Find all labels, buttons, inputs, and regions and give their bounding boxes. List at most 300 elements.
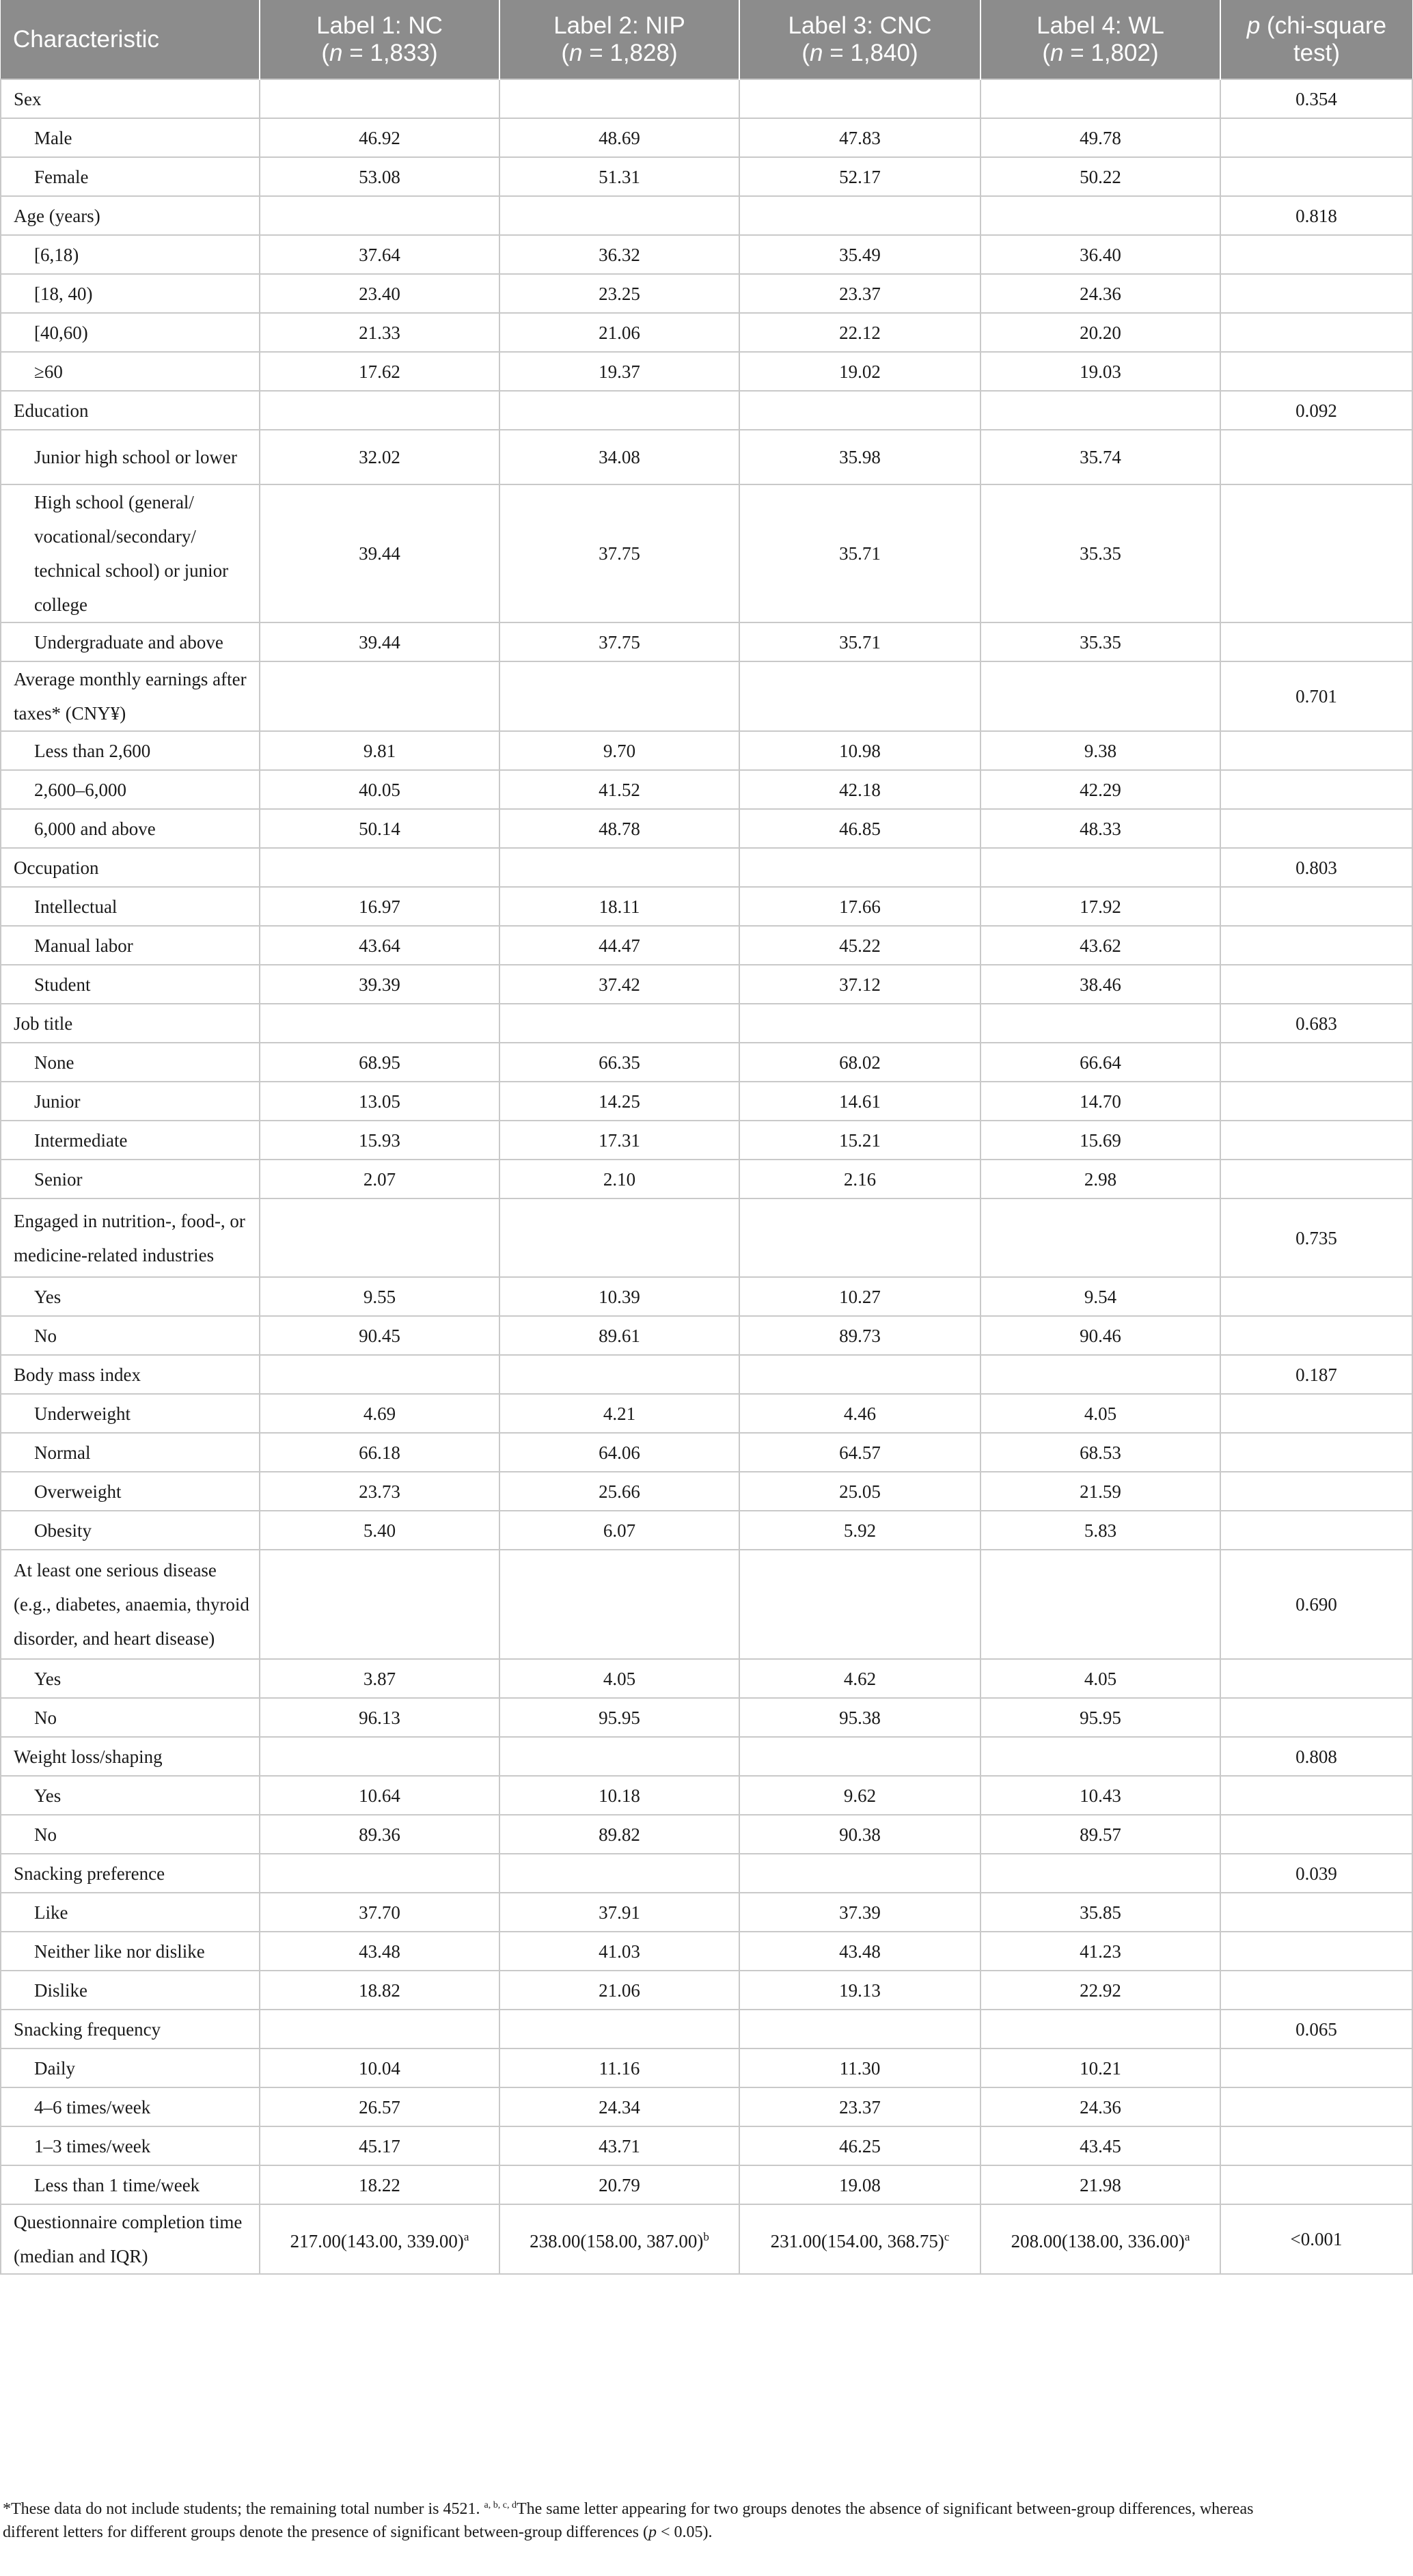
p-value-cell [1220, 2165, 1412, 2204]
value-cell-group-1 [260, 1121, 499, 1160]
row-label: No [1, 1316, 260, 1355]
cell-value: 18.22 [359, 2174, 400, 2195]
value-cell-group-2 [499, 2087, 739, 2126]
value-cell-group-1 [260, 79, 499, 118]
value-cell-group-4 [980, 848, 1220, 887]
value-cell-group-2 [499, 118, 739, 157]
cell-value: 45.22 [839, 935, 881, 956]
value-cell-group-2 [499, 2165, 739, 2204]
cell-value: 40.05 [359, 779, 400, 800]
cell-value: 43.48 [839, 1941, 881, 1962]
cell-value: 42.29 [1080, 779, 1121, 800]
value-cell-group-1 [260, 1932, 499, 1971]
p-value-cell [1220, 1316, 1412, 1355]
value-cell-group-3 [739, 731, 980, 770]
cell-value: 48.33 [1080, 818, 1121, 839]
value-cell-group-4 [980, 1893, 1220, 1932]
value-cell-group-2 [499, 1004, 739, 1043]
p-value-cell [1220, 1893, 1412, 1932]
cell-value: 10.43 [1080, 1785, 1121, 1806]
value-cell-group-3 [739, 926, 980, 965]
category-label: Snacking preference [1, 1854, 260, 1893]
cell-value: 34.08 [599, 447, 640, 467]
cell-value: 43.48 [359, 1941, 400, 1962]
p-value-cell [1220, 1932, 1412, 1971]
row-label: Junior high school or lower [1, 430, 260, 484]
cell-value: 23.40 [359, 283, 400, 304]
category-row [1, 2010, 1412, 2049]
cell-value: 2.98 [1084, 1168, 1117, 1190]
value-cell-group-4 [980, 2010, 1220, 2049]
row-label: Yes [1, 1277, 260, 1316]
header-group-2-label: Label 2: NIP [553, 12, 685, 39]
cell-value: 10.27 [839, 1286, 881, 1307]
cell-value: 35.98 [839, 447, 881, 467]
cell-value: 89.57 [1080, 1824, 1121, 1845]
cell-value: 26.57 [359, 2096, 400, 2118]
p-value-cell [1220, 352, 1412, 391]
cell-value: 37.91 [599, 1902, 640, 1923]
value-cell-group-2 [499, 157, 739, 196]
p-value-cell: <0.001 [1220, 2204, 1412, 2274]
cell-value: 17.92 [1080, 896, 1121, 917]
table-row [1, 313, 1412, 352]
cell-value: 46.25 [839, 2135, 881, 2156]
cell-value: 10.18 [599, 1785, 640, 1806]
cell-value: 11.16 [599, 2057, 640, 2079]
value-cell-group-3 [739, 1550, 980, 1659]
row-label: 6,000 and above [1, 809, 260, 848]
table-row [1, 118, 1412, 157]
value-cell-group-2 [499, 1776, 739, 1815]
cell-value: 14.61 [839, 1091, 881, 1112]
row-label: Manual labor [1, 926, 260, 965]
value-cell-group-3 [739, 1277, 980, 1316]
header-group-4-n: (n = 1,802) [1042, 39, 1159, 66]
header-group-4 [980, 0, 1220, 79]
value-cell-group-3 [739, 848, 980, 887]
cell-value: 6.07 [603, 1520, 636, 1541]
table-row [1, 1815, 1412, 1854]
value-cell-group-4 [980, 770, 1220, 809]
p-value-cell [1220, 484, 1412, 622]
value-cell-group-4 [980, 965, 1220, 1004]
cell-value: 68.02 [839, 1052, 881, 1073]
cell-value: 4.69 [363, 1403, 396, 1424]
value-cell-group-4 [980, 1776, 1220, 1815]
value-cell-group-2 [499, 430, 739, 484]
p-value-cell [1220, 2126, 1412, 2165]
cell-value: 21.59 [1080, 1481, 1121, 1502]
value-cell-group-3 [739, 79, 980, 118]
value-cell-group-1 [260, 1433, 499, 1472]
value-cell-group-4 [980, 1160, 1220, 1198]
value-cell-group-3 [739, 2204, 980, 2274]
value-cell-group-1 [260, 926, 499, 965]
value-cell-group-1 [260, 118, 499, 157]
cell-value: 37.75 [599, 543, 640, 564]
cell-value: 24.34 [599, 2096, 640, 2118]
value-cell-group-3 [739, 1472, 980, 1511]
cell-value: 52.17 [839, 166, 881, 187]
row-label: 1–3 times/week [1, 2126, 260, 2165]
cell-value: 50.14 [359, 818, 400, 839]
cell-value: 89.73 [839, 1325, 881, 1346]
cell-value: 15.21 [839, 1129, 881, 1151]
row-label: High school (general/ vocational/secondary/ technical school) or junior college [1, 484, 260, 622]
p-value-cell [1220, 1659, 1412, 1698]
row-label: No [1, 1815, 260, 1854]
category-label: Body mass index [1, 1355, 260, 1394]
value-cell-group-1 [260, 622, 499, 661]
cell-value: 15.93 [359, 1129, 400, 1151]
p-value-cell [1220, 313, 1412, 352]
p-value-cell [1220, 430, 1412, 484]
value-cell-group-4 [980, 1277, 1220, 1316]
value-cell-group-3 [739, 2049, 980, 2087]
value-cell-group-4 [980, 118, 1220, 157]
p-value-cell: 0.092 [1220, 391, 1412, 430]
cell-value: 23.37 [839, 2096, 881, 2118]
p-value-cell [1220, 965, 1412, 1004]
cell-value: 50.22 [1080, 166, 1121, 187]
row-label: Normal [1, 1433, 260, 1472]
value-cell-group-1 [260, 2204, 499, 2274]
value-cell-group-1 [260, 430, 499, 484]
table-row [1, 809, 1412, 848]
value-cell-group-4 [980, 157, 1220, 196]
cell-value: 19.13 [839, 1979, 881, 2001]
p-value-cell [1220, 1433, 1412, 1472]
table-row [1, 1160, 1412, 1198]
category-label: Sex [1, 79, 260, 118]
cell-value: 43.71 [599, 2135, 640, 2156]
table-row [1, 1776, 1412, 1815]
value-cell-group-4 [980, 1433, 1220, 1472]
table-row [1, 887, 1412, 926]
value-cell-group-2 [499, 1698, 739, 1737]
cell-value: 45.17 [359, 2135, 400, 2156]
footnote-letters: a, b, c, d [484, 2500, 517, 2510]
header-group-3 [739, 0, 980, 79]
row-label: Intellectual [1, 887, 260, 926]
value-cell-group-1 [260, 1698, 499, 1737]
table-row [1, 1511, 1412, 1550]
row-label: [6,18) [1, 235, 260, 274]
cell-value: 66.35 [599, 1052, 640, 1073]
category-label: At least one serious disease (e.g., diabetes, anaemia, thyroid disorder, and heart disease) [1, 1550, 260, 1659]
cell-value: 36.32 [599, 244, 640, 265]
p-value-cell [1220, 1815, 1412, 1854]
p-value-cell [1220, 274, 1412, 313]
cell-value: 43.62 [1080, 935, 1121, 956]
value-cell-group-4 [980, 1659, 1220, 1698]
cell-value: 39.44 [359, 631, 400, 653]
cell-value: 19.02 [839, 361, 881, 382]
category-row [1, 79, 1412, 118]
cell-value: 17.66 [839, 896, 881, 917]
value-cell-group-4 [980, 1355, 1220, 1394]
value-cell-group-2 [499, 1659, 739, 1698]
cell-value: 9.54 [1084, 1286, 1117, 1307]
cell-value: 89.36 [359, 1824, 400, 1845]
p-value-cell: 0.808 [1220, 1737, 1412, 1776]
table-row [1, 2049, 1412, 2087]
value-cell-group-3 [739, 661, 980, 731]
value-cell-group-3 [739, 1854, 980, 1893]
cell-value: 2.10 [603, 1168, 636, 1190]
row-label: Intermediate [1, 1121, 260, 1160]
cell-value: 25.05 [839, 1481, 881, 1502]
cell-value: 42.18 [839, 779, 881, 800]
value-cell-group-1 [260, 661, 499, 731]
row-label: Undergraduate and above [1, 622, 260, 661]
cell-value: 89.82 [599, 1824, 640, 1845]
cell-value: 68.95 [359, 1052, 400, 1073]
value-cell-group-3 [739, 1160, 980, 1198]
cell-value: 89.61 [599, 1325, 640, 1346]
value-cell-group-3 [739, 1815, 980, 1854]
cell-value: 17.31 [599, 1129, 640, 1151]
row-label: 4–6 times/week [1, 2087, 260, 2126]
value-cell-group-4 [980, 1815, 1220, 1854]
cell-value: 21.98 [1080, 2174, 1121, 2195]
table-row [1, 1893, 1412, 1932]
cell-value: 238.00(158.00, 387.00) [530, 2231, 704, 2251]
value-cell-group-3 [739, 1082, 980, 1121]
value-cell-group-3 [739, 484, 980, 622]
value-cell-group-1 [260, 770, 499, 809]
p-value-cell [1220, 1776, 1412, 1815]
category-label: Questionnaire completion time (median and IQR) [1, 2204, 260, 2274]
table-row [1, 926, 1412, 965]
value-cell-group-2 [499, 926, 739, 965]
cell-value: 4.05 [603, 1668, 636, 1689]
value-cell-group-3 [739, 770, 980, 809]
cell-value: 96.13 [359, 1707, 400, 1728]
value-cell-group-2 [499, 1043, 739, 1082]
value-cell-group-3 [739, 1355, 980, 1394]
table-footnotes [0, 2494, 1410, 2544]
value-cell-group-2 [499, 79, 739, 118]
p-value-cell: 0.354 [1220, 79, 1412, 118]
value-cell-group-2 [499, 1472, 739, 1511]
cell-value: 25.66 [599, 1481, 640, 1502]
value-cell-group-4 [980, 1472, 1220, 1511]
value-cell-group-3 [739, 1043, 980, 1082]
category-label: Job title [1, 1004, 260, 1043]
value-cell-group-1 [260, 887, 499, 926]
row-label: No [1, 1698, 260, 1737]
cell-value: 4.21 [603, 1403, 636, 1424]
value-cell-group-4 [980, 196, 1220, 235]
value-cell-group-1 [260, 2126, 499, 2165]
cell-value: 37.39 [839, 1902, 881, 1923]
footnote-line-1 [3, 2494, 1410, 2521]
value-cell-group-2 [499, 809, 739, 848]
cell-value: 35.35 [1080, 543, 1121, 564]
value-cell-group-2 [499, 887, 739, 926]
cell-value: 38.46 [1080, 974, 1121, 995]
p-value-cell [1220, 926, 1412, 965]
category-row [1, 661, 1412, 731]
cell-value: 217.00(143.00, 339.00) [290, 2231, 464, 2251]
cell-value: 9.55 [363, 1286, 396, 1307]
row-label: [40,60) [1, 313, 260, 352]
value-cell-group-4 [980, 1082, 1220, 1121]
cell-value: 2.16 [843, 1168, 877, 1190]
footnote-p: p [648, 2523, 657, 2541]
value-cell-group-2 [499, 1971, 739, 2010]
cell-value: 90.38 [839, 1824, 881, 1845]
category-label: Snacking frequency [1, 2010, 260, 2049]
table-row [1, 1277, 1412, 1316]
cell-value: 66.64 [1080, 1052, 1121, 1073]
cell-value: 24.36 [1080, 283, 1121, 304]
category-label: Engaged in nutrition-, food-, or medicine-related industries [1, 1198, 260, 1277]
cell-value: 64.57 [839, 1442, 881, 1463]
header-group-3-n: (n = 1,840) [801, 39, 918, 66]
value-cell-group-4 [980, 809, 1220, 848]
value-cell-group-2 [499, 622, 739, 661]
cell-value: 2.07 [363, 1168, 396, 1190]
cell-value: 35.71 [839, 543, 881, 564]
cell-value: 43.64 [359, 935, 400, 956]
table-row [1, 1082, 1412, 1121]
cell-value: 66.18 [359, 1442, 400, 1463]
category-row [1, 1550, 1412, 1659]
row-label: Less than 2,600 [1, 731, 260, 770]
row-label: Student [1, 965, 260, 1004]
value-cell-group-2 [499, 2010, 739, 2049]
value-cell-group-3 [739, 196, 980, 235]
p-value-cell [1220, 1082, 1412, 1121]
value-cell-group-4 [980, 1737, 1220, 1776]
table-row [1, 1472, 1412, 1511]
value-cell-group-1 [260, 274, 499, 313]
value-cell-group-4 [980, 2049, 1220, 2087]
value-cell-group-2 [499, 1815, 739, 1854]
value-cell-group-3 [739, 1004, 980, 1043]
cell-value: 16.97 [359, 896, 400, 917]
value-cell-group-1 [260, 1659, 499, 1698]
value-cell-group-3 [739, 1511, 980, 1550]
category-label: Occupation [1, 848, 260, 887]
table-row [1, 430, 1412, 484]
cell-value: 18.82 [359, 1979, 400, 2001]
cell-value: 32.02 [359, 447, 400, 467]
value-cell-group-4 [980, 731, 1220, 770]
row-label: Yes [1, 1659, 260, 1698]
cell-value: 90.46 [1080, 1325, 1121, 1346]
row-label: Like [1, 1893, 260, 1932]
value-cell-group-4 [980, 484, 1220, 622]
value-cell-group-2 [499, 484, 739, 622]
value-cell-group-3 [739, 809, 980, 848]
row-label: Neither like nor dislike [1, 1932, 260, 1971]
value-cell-group-3 [739, 1893, 980, 1932]
value-cell-group-3 [739, 352, 980, 391]
header-group-1 [260, 0, 499, 79]
p-value-cell: 0.818 [1220, 196, 1412, 235]
cell-value: 4.05 [1084, 1403, 1117, 1424]
header-group-1-label: Label 1: NC [316, 12, 443, 39]
cell-value: 44.47 [599, 935, 640, 956]
value-cell-group-4 [980, 1854, 1220, 1893]
value-cell-group-2 [499, 1893, 739, 1932]
value-cell-group-2 [499, 1160, 739, 1198]
cell-value: 4.46 [843, 1403, 877, 1424]
cell-value: 39.39 [359, 974, 400, 995]
footnote-letters-text: The same letter appearing for two groups denotes the absence of significant between-group differences, whereas [516, 2500, 1254, 2518]
value-cell-group-3 [739, 118, 980, 157]
row-label: None [1, 1043, 260, 1082]
value-cell-group-4 [980, 1394, 1220, 1433]
p-value-cell [1220, 1043, 1412, 1082]
cell-value: 95.38 [839, 1707, 881, 1728]
table-row [1, 484, 1412, 622]
value-cell-group-1 [260, 2010, 499, 2049]
p-value-cell [1220, 770, 1412, 809]
row-label: Less than 1 time/week [1, 2165, 260, 2204]
value-cell-group-3 [739, 391, 980, 430]
value-cell-group-1 [260, 1004, 499, 1043]
category-row [1, 1355, 1412, 1394]
value-cell-group-4 [980, 661, 1220, 731]
value-cell-group-1 [260, 965, 499, 1004]
value-cell-group-2 [499, 1854, 739, 1893]
cell-value: 21.33 [359, 322, 400, 343]
value-cell-group-3 [739, 313, 980, 352]
value-cell-group-2 [499, 391, 739, 430]
category-label: Average monthly earnings after taxes* (CNY¥) [1, 661, 260, 731]
value-cell-group-3 [739, 1121, 980, 1160]
cell-value: 9.62 [843, 1785, 877, 1806]
value-cell-group-4 [980, 2204, 1220, 2274]
header-group-2 [499, 0, 739, 79]
p-value-cell: 0.701 [1220, 661, 1412, 731]
p-value-cell: 0.039 [1220, 1854, 1412, 1893]
value-cell-group-4 [980, 1198, 1220, 1277]
value-cell-group-4 [980, 2126, 1220, 2165]
value-cell-group-1 [260, 1472, 499, 1511]
value-cell-group-1 [260, 157, 499, 196]
category-row [1, 391, 1412, 430]
cell-value: 41.52 [599, 779, 640, 800]
value-cell-group-2 [499, 2204, 739, 2274]
value-cell-group-4 [980, 1511, 1220, 1550]
p-value-cell: 0.683 [1220, 1004, 1412, 1043]
value-cell-group-2 [499, 1355, 739, 1394]
value-cell-group-4 [980, 352, 1220, 391]
value-cell-group-3 [739, 2126, 980, 2165]
value-cell-group-1 [260, 1737, 499, 1776]
cell-value: 23.73 [359, 1481, 400, 1502]
value-cell-group-2 [499, 1932, 739, 1971]
category-row [1, 1737, 1412, 1776]
cell-value: 5.83 [1084, 1520, 1117, 1541]
p-value-cell [1220, 118, 1412, 157]
value-cell-group-4 [980, 1550, 1220, 1659]
value-cell-group-2 [499, 848, 739, 887]
cell-value: 90.45 [359, 1325, 400, 1346]
category-row [1, 1198, 1412, 1277]
category-row [1, 848, 1412, 887]
value-cell-group-2 [499, 235, 739, 274]
value-cell-group-1 [260, 1198, 499, 1277]
cell-value: 5.40 [363, 1520, 396, 1541]
value-cell-group-1 [260, 2087, 499, 2126]
